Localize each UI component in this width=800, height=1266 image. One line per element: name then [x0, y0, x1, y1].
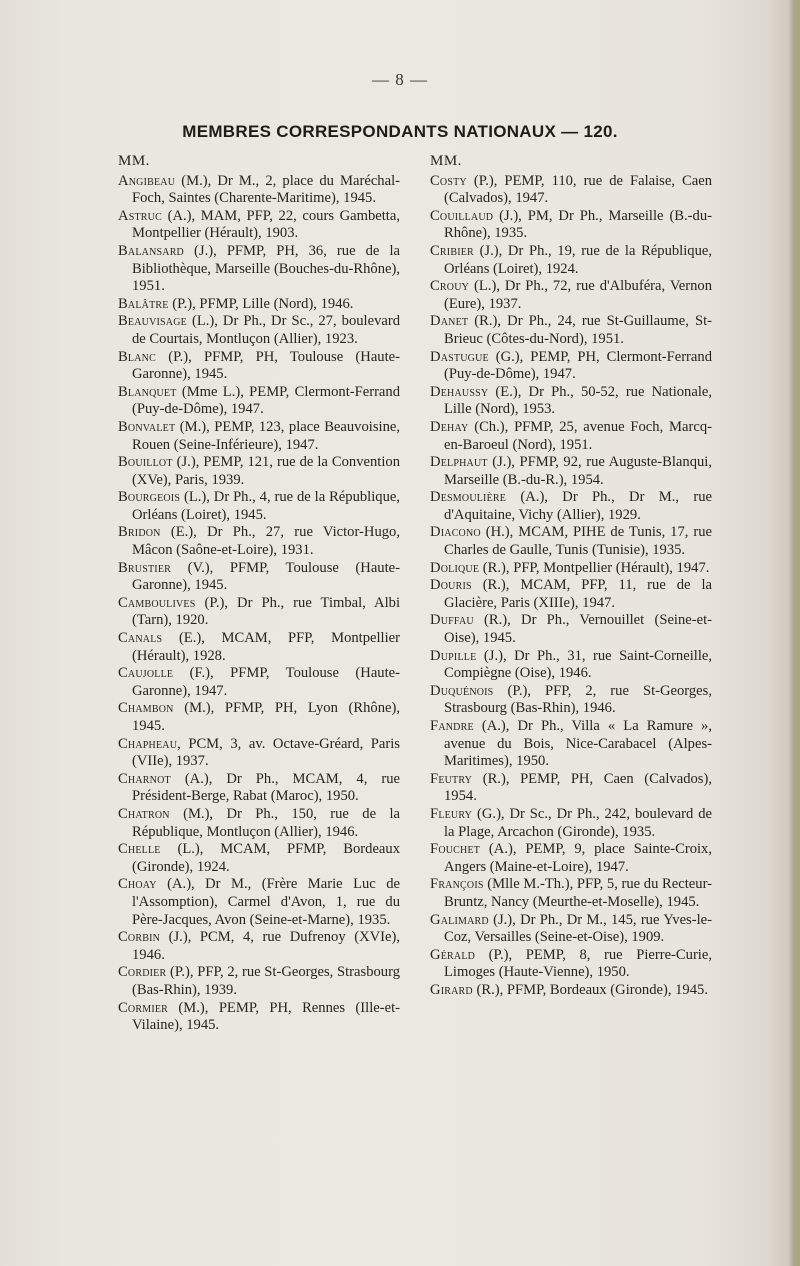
member-details: (A.), Dr Ph., Villa « La Ramure », avenue du Bois, Nice-Carabacel (Alpes-Maritimes), 1950. [444, 718, 712, 770]
page-edge-shadow [788, 0, 800, 1266]
member-name: Dolique [430, 559, 480, 576]
member-details: (E.), Dr Ph., 27, rue Victor-Hugo, Mâcon (Saône-et-Loire), 1931. [132, 524, 400, 559]
member-name: Astruc [118, 207, 162, 224]
member-name: Fleury [430, 805, 473, 822]
member-entry [430, 524, 712, 559]
member-name: Diacono [430, 524, 481, 541]
member-entry [118, 700, 400, 735]
member-name: Angibeau [118, 172, 176, 189]
member-details: (J.), PFMP, 92, rue Auguste-Blanqui, Marseille (B.-du-R.), 1954. [444, 454, 712, 488]
member-name: Balansard [118, 242, 184, 259]
member-entry [430, 384, 712, 419]
member-details: (P.), PFMP, PH, Toulouse (Haute-Garonne), 1945. [132, 348, 400, 383]
member-details: (E.), Dr Ph., 50-52, rue Nationale, Lille (Nord), 1953. [444, 383, 712, 418]
member-name: Duffau [430, 612, 474, 629]
member-entry [430, 577, 712, 612]
member-details: (P.), PFP, 2, rue St-Georges, Strasbourg (Bas-Rhin), 1939. [132, 964, 400, 998]
member-details: (Mme L.), PEMP, Clermont-Ferrand (Puy-de-Dôme), 1947. [132, 383, 400, 418]
member-details: (P.), PEMP, 110, rue de Falaise, Caen (Calvados), 1947. [444, 172, 712, 207]
member-details: (Ch.), PFMP, 25, avenue Foch, Marcq-en-Baroeul (Nord), 1951. [444, 418, 712, 453]
member-name: Gérald [430, 946, 476, 963]
member-name: Chatron [118, 805, 170, 822]
member-name: Fandre [430, 718, 474, 734]
member-name: Bridon [118, 524, 161, 541]
member-details: (R.), PFMP, Bordeaux (Gironde), 1945. [472, 981, 708, 998]
member-entry [118, 524, 400, 559]
member-name: Chambon [118, 700, 174, 717]
member-entry [430, 313, 712, 348]
member-name: Cordier [118, 964, 167, 981]
member-name: Dupille [430, 647, 477, 664]
member-name: Costy [430, 172, 467, 189]
member-details: (R.), MCAM, PFP, 11, rue de la Glacière, Paris (XIIIe), 1947. [444, 577, 712, 611]
member-details: (J.), Dr Ph., Dr M., 145, rue Yves-le-Coz, Versailles (Seine-et-Oise), 1909. [444, 911, 712, 946]
member-details: (P.), PFMP, Lille (Nord), 1946. [168, 295, 354, 312]
member-entry [118, 929, 400, 964]
member-name: Caujolle [118, 665, 174, 682]
member-details: (P.), Dr Ph., rue Timbal, Albi (Tarn), 1920. [132, 594, 400, 629]
member-name: Fouchet [430, 841, 481, 858]
member-entry [430, 982, 712, 1000]
member-entry [118, 806, 400, 841]
member-entry [430, 560, 712, 578]
member-details: (R.), Dr Ph., Vernouillet (Seine-et-Oise), 1945. [444, 612, 712, 647]
column-header: MM. [118, 153, 150, 169]
member-details: (E.), MCAM, PFP, Montpellier (Hérault), 1928. [132, 630, 400, 664]
member-name: Brustier [118, 559, 172, 576]
member-details: (R.), PEMP, PH, Caen (Calvados), 1954. [444, 770, 712, 805]
member-details: (A.), MAM, PFP, 22, cours Gambetta, Montpellier (Hérault), 1903. [132, 207, 400, 242]
member-details: (A.), Dr Ph., Dr M., rue d'Aquitaine, Vichy (Allier), 1929. [444, 489, 712, 523]
member-details: (J.), PM, Dr Ph., Marseille (B.-du-Rhône), 1935. [444, 207, 712, 242]
member-entry [430, 718, 712, 771]
member-details: (M.), Dr M., 2, place du Maréchal-Foch, Saintes (Charente-Maritime), 1945. [132, 172, 400, 207]
member-details: (P.), PFP, 2, rue St-Georges, Strasbourg (Bas-Rhin), 1946. [444, 682, 712, 717]
member-entry [430, 419, 712, 454]
member-name: Girard [430, 981, 473, 998]
member-name: Crouy [430, 278, 470, 295]
member-details: (J.), Dr Ph., 31, rue Saint-Corneille, Compiègne (Oise), 1946. [444, 647, 712, 682]
member-name: Camboulives [118, 594, 196, 611]
member-details: (M.), Dr Ph., 150, rue de la République, Montluçon (Allier), 1946. [132, 805, 400, 840]
member-name: Blanquet [118, 383, 177, 400]
member-name: Chapheau [118, 735, 178, 752]
member-details: (A.), PEMP, 9, place Sainte-Croix, Angers (Maine-et-Loire), 1947. [444, 841, 712, 875]
member-details: (R.), Dr Ph., 24, rue St-Guillaume, St-Brieuc (Côtes-du-Nord), 1951. [444, 313, 712, 347]
member-entry [118, 771, 400, 806]
member-entry [118, 208, 400, 243]
member-name: Corbin [118, 929, 161, 946]
member-details: (F.), PFMP, Toulouse (Haute-Garonne), 1947. [132, 665, 400, 699]
member-name: Duquénois [430, 682, 494, 699]
member-details: (G.), Dr Sc., Dr Ph., 242, boulevard de la Plage, Arcachon (Gironde), 1935. [444, 805, 712, 840]
member-name: Blanc [118, 348, 156, 365]
member-entry [118, 736, 400, 771]
member-name: Bouillot [118, 454, 173, 471]
member-entry [118, 454, 400, 489]
member-name: Danet [430, 313, 469, 330]
member-details: (J.), PCM, 4, rue Dufrenoy (XVIe), 1946. [132, 929, 400, 963]
member-entry [118, 665, 400, 700]
member-name: Chelle [118, 841, 161, 858]
member-entry [118, 560, 400, 595]
member-details: (A.), Dr M., (Frère Marie Luc de l'Assomption), Carmel d'Avon, 1, rue du Père-Jacques, Avon (Seine-et-Marne), 1935. [132, 876, 400, 928]
member-entry [430, 243, 712, 278]
member-entry [118, 296, 400, 314]
member-name: Dehaussy [430, 383, 489, 400]
member-entry [118, 419, 400, 454]
member-name: Dehay [430, 418, 469, 435]
member-entry [430, 876, 712, 911]
member-entry [430, 454, 712, 489]
member-entry [118, 630, 400, 665]
member-details: (J.), PFMP, PH, 36, rue de la Bibliothèque, Marseille (Bouches-du-Rhône), 1951. [132, 242, 400, 295]
member-name: Dastugue [430, 348, 489, 365]
member-entry [430, 771, 712, 806]
member-name: François [430, 876, 484, 893]
member-name: Galimard [430, 911, 489, 928]
member-entry [118, 595, 400, 630]
member-entry [430, 648, 712, 683]
member-name: Cribier [430, 242, 474, 259]
member-entry [430, 208, 712, 243]
member-entry [430, 841, 712, 876]
member-entry [430, 612, 712, 647]
member-details: (L.), Dr Ph., Dr Sc., 27, boulevard de Courtais, Montluçon (Allier), 1923. [132, 313, 400, 347]
member-details: (H.), MCAM, PIHE de Tunis, 17, rue Charles de Gaulle, Tunis (Tunisie), 1935. [444, 524, 712, 559]
member-name: Bonvalet [118, 418, 176, 435]
member-entry [118, 876, 400, 929]
member-entry [118, 964, 400, 999]
member-name: Cormier [118, 999, 169, 1016]
member-details: (J.), PEMP, 121, rue de la Convention (XVe), Paris, 1939. [132, 454, 400, 488]
member-details: (M.), PEMP, 123, place Beauvoisine, Rouen (Seine-Inférieure), 1947. [132, 418, 400, 453]
member-details: (M.), PFMP, PH, Lyon (Rhône), 1945. [132, 700, 400, 734]
member-name: Desmoulière [430, 489, 507, 506]
member-name: Bourgeois [118, 489, 181, 506]
right-column [430, 153, 712, 1000]
member-entry [118, 173, 400, 208]
member-entry [430, 173, 712, 208]
member-entry [430, 683, 712, 718]
member-name: Canals [118, 630, 163, 647]
member-entry [430, 489, 712, 524]
member-details: (R.), PFP, Montpellier (Hérault), 1947. [479, 559, 710, 576]
member-details: , PCM, 3, av. Octave-Gréard, Paris (VIIe), 1937. [132, 735, 400, 770]
member-details: (L.), MCAM, PFMP, Bordeaux (Gironde), 1924. [132, 841, 400, 875]
member-details: (G.), PEMP, PH, Clermont-Ferrand (Puy-de-Dôme), 1947. [444, 348, 712, 383]
member-details: (A.), Dr Ph., MCAM, 4, rue Président-Berge, Rabat (Maroc), 1950. [132, 770, 400, 805]
member-entry [430, 806, 712, 841]
member-entry [430, 278, 712, 313]
member-name: Charnot [118, 770, 171, 787]
member-name: Choay [118, 876, 157, 893]
left-column [118, 153, 400, 1035]
member-details: (Mlle M.-Th.), PFP, 5, rue du Recteur-Bruntz, Nancy (Meurthe-et-Moselle), 1945. [444, 876, 712, 910]
member-entry [118, 489, 400, 524]
member-entry [118, 349, 400, 384]
member-entry [118, 1000, 400, 1035]
member-details: (V.), PFMP, Toulouse (Haute-Garonne), 1945. [132, 559, 400, 594]
member-details: (M.), PEMP, PH, Rennes (Ille-et-Vilaine), 1945. [132, 999, 400, 1034]
member-name: Balâtre [118, 295, 169, 312]
member-name: Delphaut [430, 454, 488, 471]
member-details: (P.), PEMP, 8, rue Pierre-Curie, Limoges (Haute-Vienne), 1950. [444, 946, 712, 981]
member-details: (L.), Dr Ph., 72, rue d'Albuféra, Vernon (Eure), 1937. [444, 278, 712, 312]
page-number: — 8 — [372, 70, 428, 89]
member-entry [430, 912, 712, 947]
member-entry [118, 313, 400, 348]
member-entry [118, 243, 400, 296]
member-name: Couillaud [430, 207, 494, 224]
member-entry [118, 841, 400, 876]
column-header: MM. [430, 153, 462, 169]
member-entry [430, 349, 712, 384]
member-details: (J.), Dr Ph., 19, rue de la République, Orléans (Loiret), 1924. [444, 242, 712, 277]
member-entry [118, 384, 400, 419]
member-details: (L.), Dr Ph., 4, rue de la République, Orléans (Loiret), 1945. [132, 489, 400, 523]
member-entry [430, 947, 712, 982]
member-name: Beauvisage [118, 313, 187, 330]
page-title: MEMBRES CORRESPONDANTS NATIONAUX — 120. [182, 122, 618, 141]
member-name: Douris [430, 577, 472, 594]
member-name: Feutry [430, 770, 473, 787]
